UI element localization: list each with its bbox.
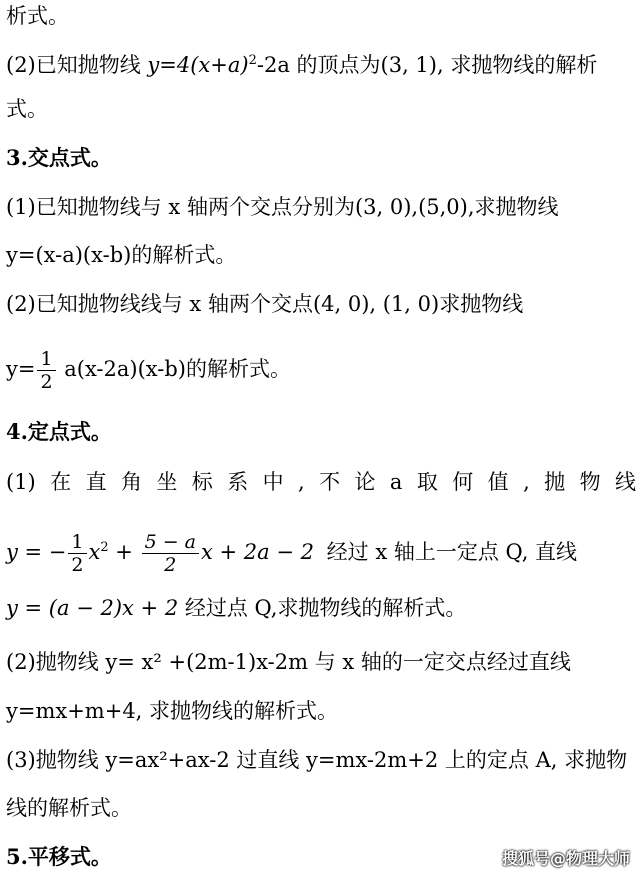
superscript: 2 [100,540,109,555]
line-14: 线的解析式。 [6,796,132,820]
line-11: (2)抛物线 y= x² +(2m-1)x-2m 与 x 轴的一定交点经过直线 [6,650,571,674]
superscript: 2 [248,53,257,68]
line-8-token: (1) [6,470,36,494]
line-6: (2)已知抛物线线与 x 轴两个交点(4, 0), (1, 0)求抛物线 [6,292,524,316]
line-8-token: 不 [319,470,341,494]
line-8-token: 抛 [544,470,566,494]
line-3: 式。 [6,97,48,121]
line-8-token: , [298,470,305,494]
line-1: 析式。 [6,4,69,28]
text: 经过 x 轴上一定点 Q, 直线 [326,540,578,564]
line-8-token: 系 [227,470,249,494]
formula: y=4(x+a) [147,53,249,77]
formula: + [108,540,140,564]
line-9 [6,531,636,576]
numerator: 1 [37,348,55,371]
heading-4: 4.定点式。 [6,419,112,444]
line-7 [6,348,636,393]
fraction-half [37,348,55,393]
heading-5: 5.平移式。 [6,844,112,869]
line-8-token: 值 [487,470,509,494]
text: y= [6,357,36,381]
text: -2a 的顶点为(3, 1), 求抛物线的解析 [256,53,598,77]
line-12: y=mx+m+4, 求抛物线的解析式。 [6,699,339,723]
line-8-token: 中 [262,470,284,494]
fraction-five-a [142,531,199,576]
line-8-token: 线 [614,470,636,494]
line-8-token: 何 [452,470,474,494]
line-8 [6,468,636,496]
heading-3: 3.交点式。 [6,145,112,170]
line-8-token: 取 [416,470,438,494]
denominator: 2 [40,371,53,393]
line-8-token: 物 [579,470,601,494]
line-10 [6,594,636,622]
line-5: y=(x-a)(x-b)的解析式。 [6,243,237,267]
numerator: 1 [68,531,86,554]
text: 经过点 Q,求抛物线的解析式。 [178,596,467,620]
formula: x + 2a − 2 [201,540,314,564]
denominator: 2 [71,554,84,576]
line-4: (1)已知抛物线与 x 轴两个交点分别为(3, 0),(5,0),求抛物线 [6,195,559,219]
line-13: (3)抛物线 y=ax²+ax-2 过直线 y=mx-2m+2 上的定点 A, 求抛物 [6,748,628,772]
fraction-neg-half [68,531,86,576]
formula: y = − [6,540,67,564]
line-8-token: 角 [120,470,142,494]
line-8-token: a [389,470,403,494]
formula: x [88,540,101,564]
watermark: 搜狐号@物理大师 [501,849,630,868]
line-8-token: 坐 [156,470,178,494]
denominator: 2 [164,554,177,576]
line-8-token: 论 [354,470,376,494]
formula: y = (a − 2)x + 2 [6,596,179,620]
text: a(x-2a)(x-b)的解析式。 [57,357,291,381]
line-8-token: 标 [191,470,213,494]
line-8-token: 在 [50,470,72,494]
line-2 [6,47,636,79]
numerator: 5 − a [142,531,199,554]
line-8-token: , [523,470,530,494]
text: (2)已知抛物线 [6,53,148,77]
line-8-token: 直 [85,470,107,494]
